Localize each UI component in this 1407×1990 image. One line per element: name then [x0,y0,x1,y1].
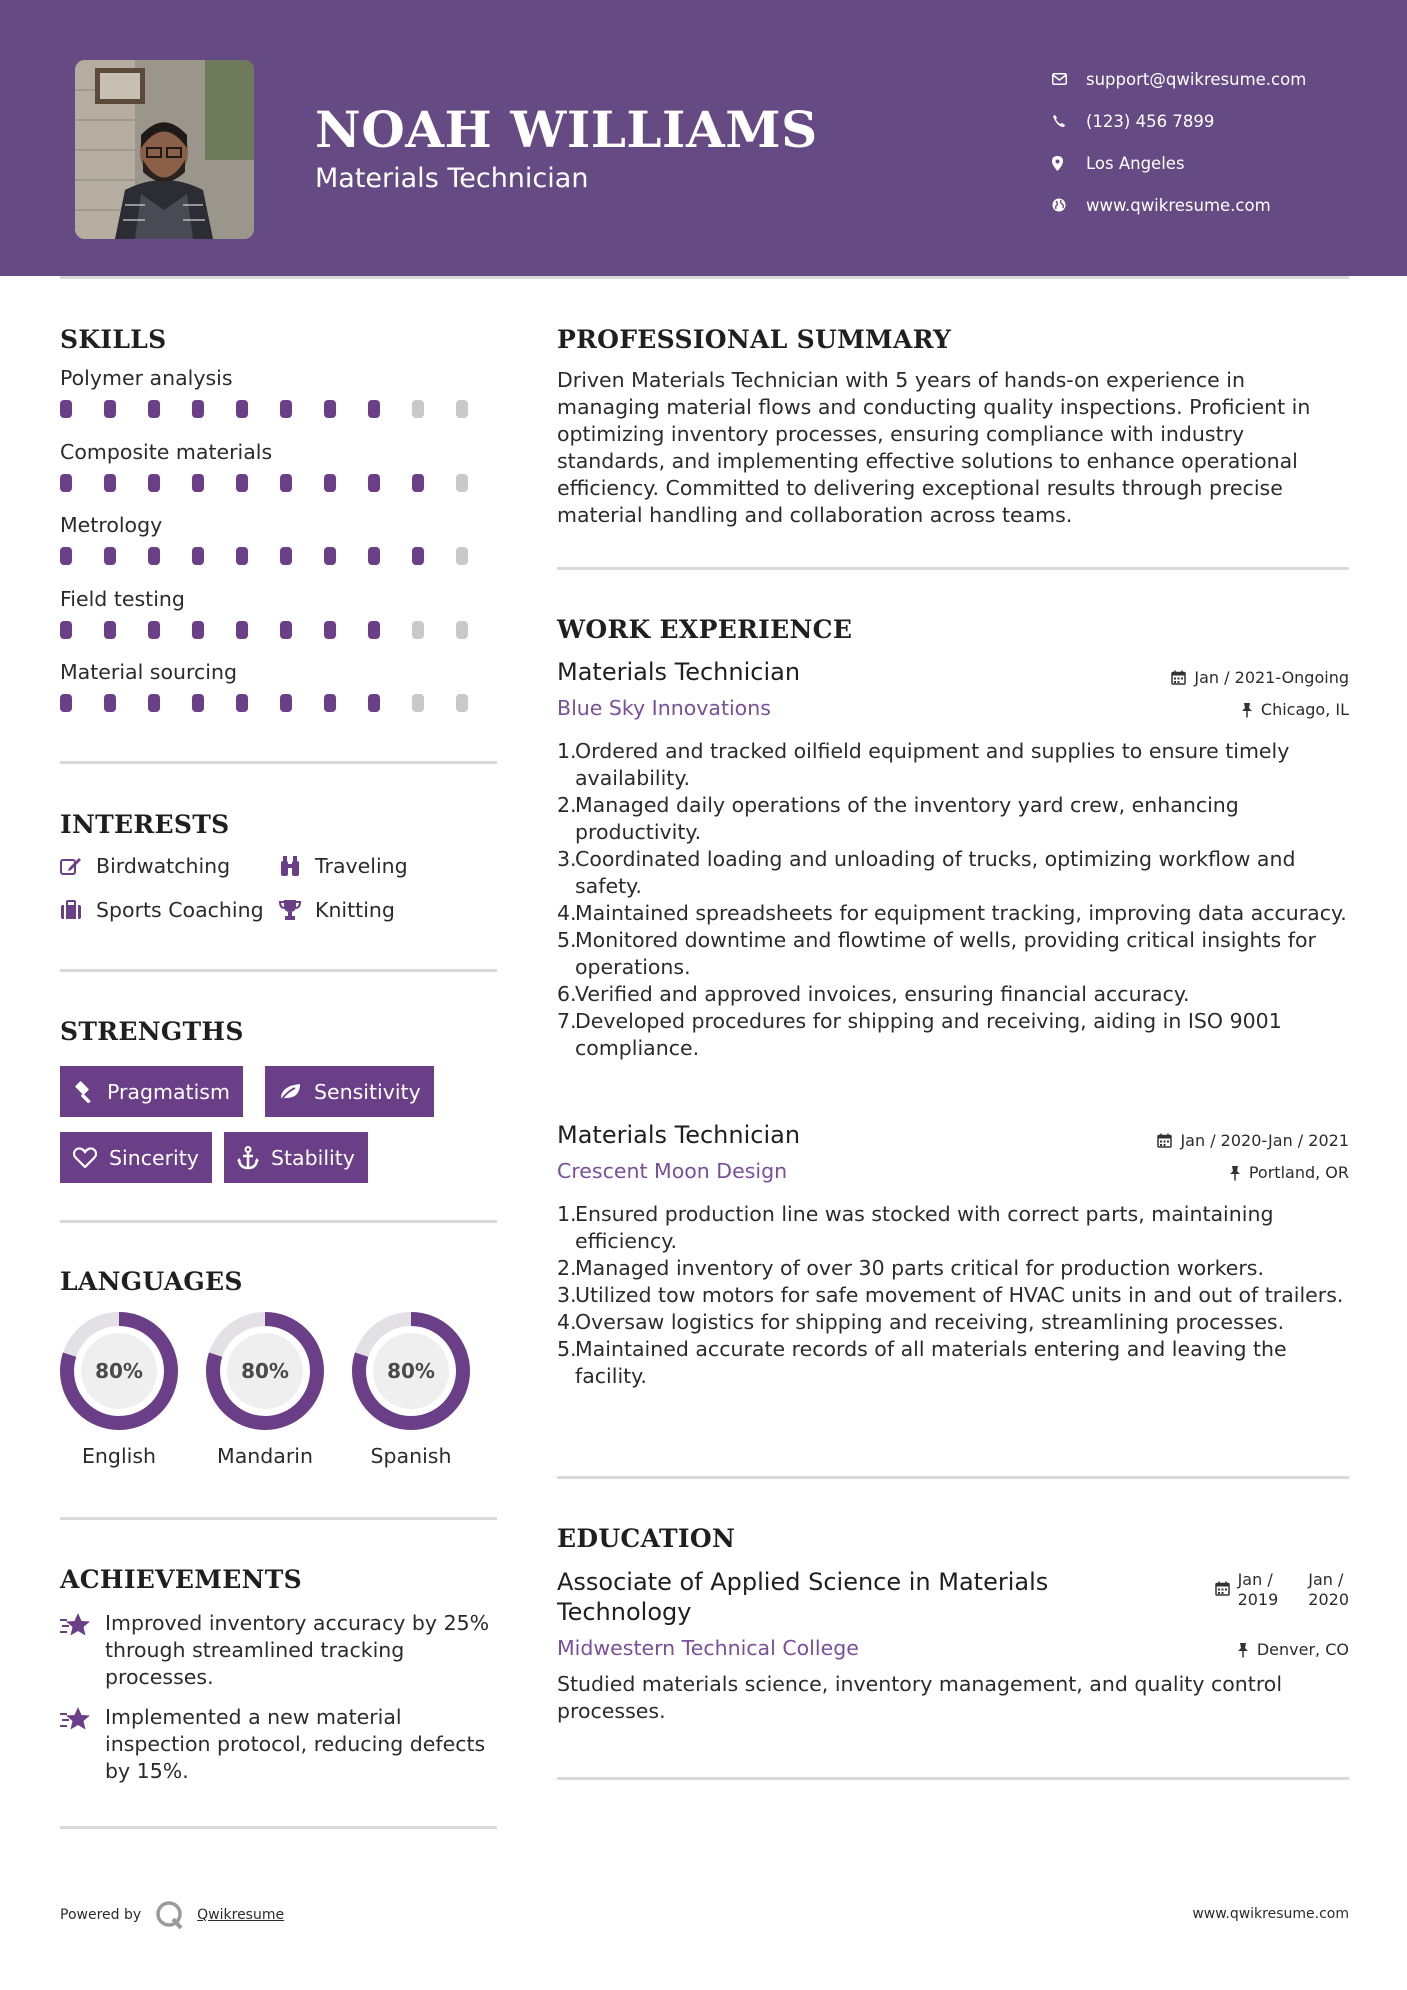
powered-by-text: Powered by [60,1907,142,1923]
skill-rating [60,547,500,565]
strength-label: Stability [271,1145,355,1170]
interest-item [60,854,230,878]
section-divider [60,1826,497,1829]
skill-dot-empty [412,694,424,712]
skill-dot-empty [456,547,468,565]
pushpin-icon [1229,1165,1241,1181]
language-name: English [81,1444,157,1468]
interest-label: Knitting [315,898,395,922]
binoculars-icon [279,855,315,877]
job-duty-item [557,846,1347,900]
section-divider [60,1220,497,1223]
school-name: Midwestern Technical College [557,1636,859,1660]
skill-dot-filled [236,547,248,565]
briefcase-icon [60,900,96,920]
duty-text: Coordinated loading and unloading of trucks, optimizing workflow and safety. [575,847,1296,898]
job-duty-item [557,1309,1347,1336]
education-dates [1215,1570,1349,1610]
footer-powered-by [60,1900,284,1930]
duty-number: 6. [557,982,577,1006]
calendar-icon [1157,1133,1172,1148]
skill-dot-filled [148,400,160,418]
language-percent: 80% [241,1359,289,1383]
job-title: Materials Technician [557,658,801,686]
contact-list [1050,58,1390,226]
skill-dot-filled [148,694,160,712]
skill-dot-filled [368,694,380,712]
duty-text: Verified and approved invoices, ensuring financial accuracy. [575,982,1190,1006]
pushpin-icon [1241,702,1253,718]
contact-location [1050,142,1390,184]
education-heading: EDUCATION [557,1524,736,1553]
achievement-item [60,1610,500,1691]
duty-number: 5. [557,1337,577,1361]
skill-rating [60,474,500,492]
duty-number: 2. [557,793,577,817]
skill-dot-filled [368,547,380,565]
skill-item [60,513,500,587]
candidate-name: NOAH WILLIAMS [315,100,818,159]
interest-label: Birdwatching [96,854,231,878]
resume-header [0,0,1407,276]
strength-label: Sincerity [109,1145,199,1170]
language-item [204,1310,326,1468]
leaf-icon [278,1082,302,1102]
skill-dot-empty [412,400,424,418]
job-duties [557,1201,1347,1390]
skill-dot-filled [324,474,336,492]
skill-item [60,366,500,440]
skill-dot-filled [280,547,292,565]
section-divider [60,761,497,764]
job-duty-item [557,981,1347,1008]
skill-dot-filled [148,621,160,639]
contact-phone[interactable] [1050,100,1390,142]
skill-name: Composite materials [60,439,273,464]
strength-badge [60,1132,212,1183]
summary-text: Driven Materials Technician with 5 years of hands-on experience in managing material flows and conducting quality inspections. Proficient in optimizing inventory processes, ensuring compliance with industry standards, and implementing effective solutions to enhance operational efficiency. Committed to delivering exceptional results through precise material handling and collaboration across teams. [557,368,1311,527]
skill-dot-filled [192,621,204,639]
interest-label: Sports Coaching [96,898,264,922]
duty-text: Utilized tow motors for safe movement of HVAC units in and out of trailers. [575,1283,1344,1307]
star-icon [60,1704,105,1785]
education-location-text: Denver, CO [1256,1640,1349,1659]
skills-list [60,366,500,734]
skill-dot-filled [280,400,292,418]
duty-text: Managed daily operations of the inventory yard crew, enhancing productivity. [575,793,1239,844]
education-end-month: Jan / [1308,1570,1344,1589]
language-item [58,1310,180,1468]
skill-dot-filled [280,694,292,712]
skill-dot-filled [324,400,336,418]
skill-name: Polymer analysis [60,366,233,390]
strength-badge [60,1066,243,1117]
header-divider [60,276,1349,279]
strength-badge [224,1132,368,1183]
duty-number: 2. [557,1256,577,1280]
duty-number: 1. [557,739,577,763]
company-name: Blue Sky Innovations [557,696,771,720]
contact-location-text: Los Angeles [1086,153,1185,173]
degree-title: Associate of Applied Science in Materials Technology [557,1568,1049,1626]
interests-heading: INTERESTS [60,810,230,839]
profile-photo [75,60,254,239]
languages-heading: LANGUAGES [60,1267,243,1296]
education-start [1238,1570,1279,1610]
education-location [1237,1640,1349,1659]
skill-dot-filled [412,547,424,565]
skill-dot-empty [456,694,468,712]
skill-dot-filled [412,474,424,492]
skill-dot-empty [412,621,424,639]
duty-text: Maintained accurate records of all materials entering and leaving the facility. [575,1337,1287,1388]
duty-number: 4. [557,901,577,925]
contact-website[interactable] [1050,184,1390,226]
skill-rating [60,400,500,418]
language-percent: 80% [387,1359,435,1383]
job-location-text: Portland, OR [1248,1163,1349,1182]
skill-dot-filled [60,400,72,418]
skill-dot-filled [192,694,204,712]
skill-dot-filled [236,694,248,712]
education-description: Studied materials science, inventory management, and quality control processes. [557,1672,1283,1723]
skill-dot-filled [60,694,72,712]
skill-dot-filled [192,547,204,565]
job-duties [557,738,1347,1062]
duty-text: Monitored downtime and flowtime of wells, providing critical insights for operations. [575,928,1316,979]
duty-number: 3. [557,847,577,871]
skill-dot-filled [192,400,204,418]
skill-dot-filled [60,474,72,492]
skill-item [60,587,500,661]
interest-label: Traveling [315,854,408,878]
skill-dot-filled [236,621,248,639]
job-duty-item [557,1255,1347,1282]
strengths-heading: STRENGTHS [60,1017,244,1046]
skill-item [60,660,500,734]
contact-email-text: support@qwikresume.com [1086,69,1307,89]
duty-text: Ordered and tracked oilfield equipment and supplies to ensure timely availability. [575,739,1290,790]
skill-dot-filled [104,621,116,639]
achievement-item [60,1704,500,1785]
achievement-text: Improved inventory accuracy by 25% through streamlined tracking processes. [105,1611,490,1689]
education-end-year: 2020 [1308,1590,1349,1609]
duty-number: 5. [557,928,577,952]
job-duty-item [557,927,1347,981]
skill-name: Field testing [60,586,185,611]
star-icon [60,1610,105,1691]
duty-text: Managed inventory of over 30 parts critical for production workers. [575,1256,1264,1280]
skill-dot-filled [280,621,292,639]
qwikresume-logo-icon [155,1900,185,1930]
job-dates-text: Jan / 2021-Ongoing [1194,668,1349,687]
job-title: Materials Technician [557,1121,801,1149]
language-item [350,1310,472,1468]
anchor-icon [237,1146,259,1170]
skill-dot-filled [236,474,248,492]
job-duty-item [557,1282,1347,1309]
job-duty-item [557,738,1347,792]
job-duty-item [557,792,1347,846]
job-dates [1157,1131,1349,1150]
skill-rating [60,621,500,639]
section-divider [557,1777,1349,1780]
duty-number: 7. [557,1009,577,1033]
duty-number: 4. [557,1310,577,1334]
skill-dot-empty [456,621,468,639]
job-dates-text: Jan / 2020-Jan / 2021 [1180,1131,1349,1150]
education-start-year: 2019 [1237,1590,1279,1609]
interest-item [60,898,264,922]
summary-heading: PROFESSIONAL SUMMARY [557,325,952,354]
skill-dot-filled [104,694,116,712]
education-start-month: Jan / [1237,1570,1273,1589]
skill-dot-filled [324,621,336,639]
language-percent: 80% [95,1359,143,1383]
job-duty-item [557,900,1347,927]
globe-icon [1050,198,1086,212]
skill-rating [60,694,500,712]
skill-dot-filled [104,400,116,418]
skills-heading: SKILLS [60,325,167,354]
job-duty-item [557,1008,1347,1062]
strength-label: Pragmatism [107,1079,230,1104]
language-donut [204,1310,326,1432]
interest-item [279,854,408,878]
duty-number: 1. [557,1202,577,1226]
skill-dot-filled [368,621,380,639]
skill-dot-filled [104,474,116,492]
skill-dot-filled [60,621,72,639]
language-name: Mandarin [217,1444,313,1468]
contact-email[interactable] [1050,58,1390,100]
language-name: Spanish [370,1444,452,1468]
language-donut [58,1310,180,1432]
contact-phone-text: (123) 456 7899 [1086,111,1215,131]
skill-dot-filled [148,547,160,565]
skill-dot-filled [148,474,160,492]
interest-item [279,898,395,922]
language-donut [350,1310,472,1432]
skill-name: Metrology [60,513,163,537]
job-duty-item [557,1201,1347,1255]
achievement-text: Implemented a new material inspection protocol, reducing defects by 15%. [105,1705,486,1783]
duty-text: Developed procedures for shipping and receiving, aiding in ISO 9001 compliance. [575,1009,1282,1060]
phone-icon [1050,114,1086,128]
strength-label: Sensitivity [314,1079,421,1104]
skill-dot-filled [280,474,292,492]
education-end [1308,1570,1349,1610]
map-pin-icon [1050,156,1086,171]
job-duty-item [557,1336,1347,1390]
section-divider [60,969,497,972]
skill-dot-filled [60,547,72,565]
skill-dot-filled [368,400,380,418]
heart-icon [73,1147,97,1168]
calendar-icon [1171,670,1186,685]
job-dates [1171,668,1349,687]
footer-url[interactable]: www.qwikresume.com [1192,1906,1349,1922]
pencil-icon [60,856,96,876]
skill-dot-filled [192,474,204,492]
section-divider [557,567,1349,570]
company-name: Crescent Moon Design [557,1159,788,1183]
skill-dot-filled [368,474,380,492]
achievements-heading: ACHIEVEMENTS [60,1565,302,1594]
skill-dot-empty [456,474,468,492]
strength-badge [265,1066,434,1117]
candidate-title: Materials Technician [315,163,589,194]
gavel-icon [73,1081,95,1103]
skill-dot-filled [324,547,336,565]
section-divider [60,1517,497,1520]
duty-number: 3. [557,1283,577,1307]
experience-heading: WORK EXPERIENCE [557,615,853,644]
duty-text: Ensured production line was stocked with correct parts, maintaining efficiency. [575,1202,1274,1253]
duty-text: Oversaw logistics for shipping and receiving, streamlining processes. [575,1310,1285,1334]
pushpin-icon [1237,1642,1249,1658]
skill-dot-filled [236,400,248,418]
calendar-icon [1215,1570,1230,1596]
skill-dot-filled [324,694,336,712]
section-divider [557,1476,1349,1479]
envelope-icon [1050,73,1086,85]
skill-item [60,440,500,514]
skill-dot-filled [104,547,116,565]
trophy-icon [279,899,315,921]
skill-dot-empty [456,400,468,418]
job-location [1229,1163,1349,1182]
skill-name: Material sourcing [60,660,237,684]
duty-text: Maintained spreadsheets for equipment tracking, improving data accuracy. [575,901,1347,925]
job-location-text: Chicago, IL [1260,700,1349,719]
qwikresume-link[interactable]: Qwikresume [197,1907,285,1923]
job-location [1241,700,1349,719]
contact-website-text: www.qwikresume.com [1086,195,1271,215]
